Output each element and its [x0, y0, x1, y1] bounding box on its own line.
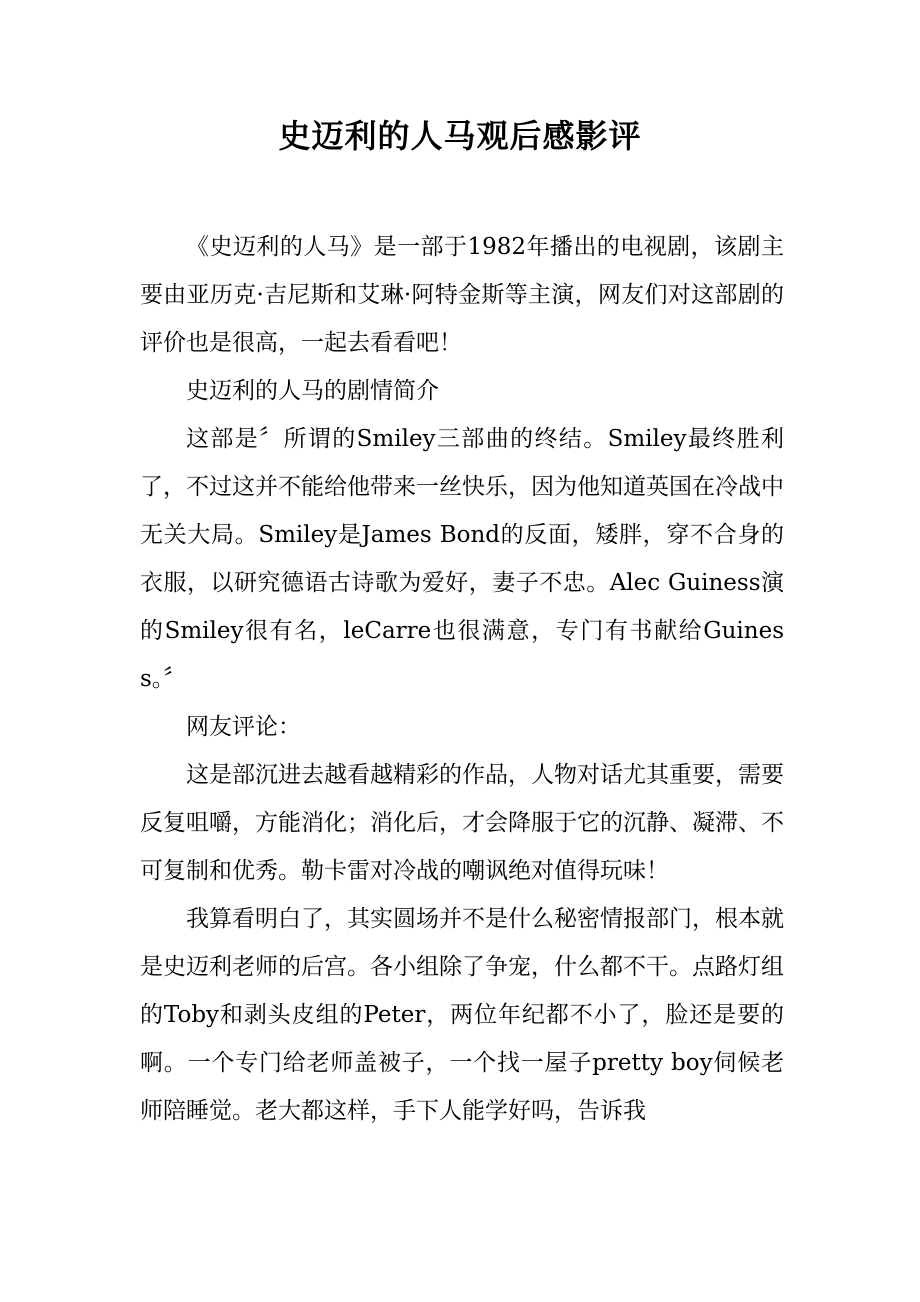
- review-paragraph-1: 这是部沉进去越看越精彩的作品，人物对话尤其重要，需要反复咀嚼，方能消化；消化后，才会降服于它的沉静、凝滞、不可复制和优秀。勒卡雷对冷战的嘲讽绝对值得玩味！: [140, 762, 784, 884]
- intro-paragraph: 《史迈利的人马》是一部于1982年播出的电视剧，该剧主要由亚历克·吉尼斯和艾琳·阿特金斯等主演，网友们对这部剧的评价也是很高，一起去看看吧！: [140, 234, 784, 356]
- plot-heading: 史迈利的人马的剧情简介: [186, 378, 439, 404]
- review-paragraph-2: 我算看明白了，其实圆场并不是什么秘密情报部门，根本就是史迈利老师的后宫。各小组除了争宠，什么都不干。点路灯组的Toby和剥头皮组的Peter，两位年纪都不小了，脸还是要的啊。一个专门给老师盖被子，一个找一屋子pretty boy伺候老师陪睡觉。老大都这样，手下人能学好吗，告诉我: [140, 906, 784, 1124]
- document-body: [140, 223, 784, 1135]
- document-title: 史迈利的人马观后感影评: [278, 117, 642, 155]
- reviews-heading: 网友评论：: [186, 714, 301, 740]
- plot-paragraph: 这部是〞所谓的Smiley三部曲的终结。Smiley最终胜利了，不过这并不能给他带来一丝快乐，因为他知道英国在冷战中无关大局。Smiley是James Bond的反面，矮胖，穿不合身的衣服，以研究德语古诗歌为爱好，妻子不忠。Alec Guiness演的Smiley很有名，leCarre也很满意，专门有书献给Guiness。〞: [140, 426, 784, 692]
